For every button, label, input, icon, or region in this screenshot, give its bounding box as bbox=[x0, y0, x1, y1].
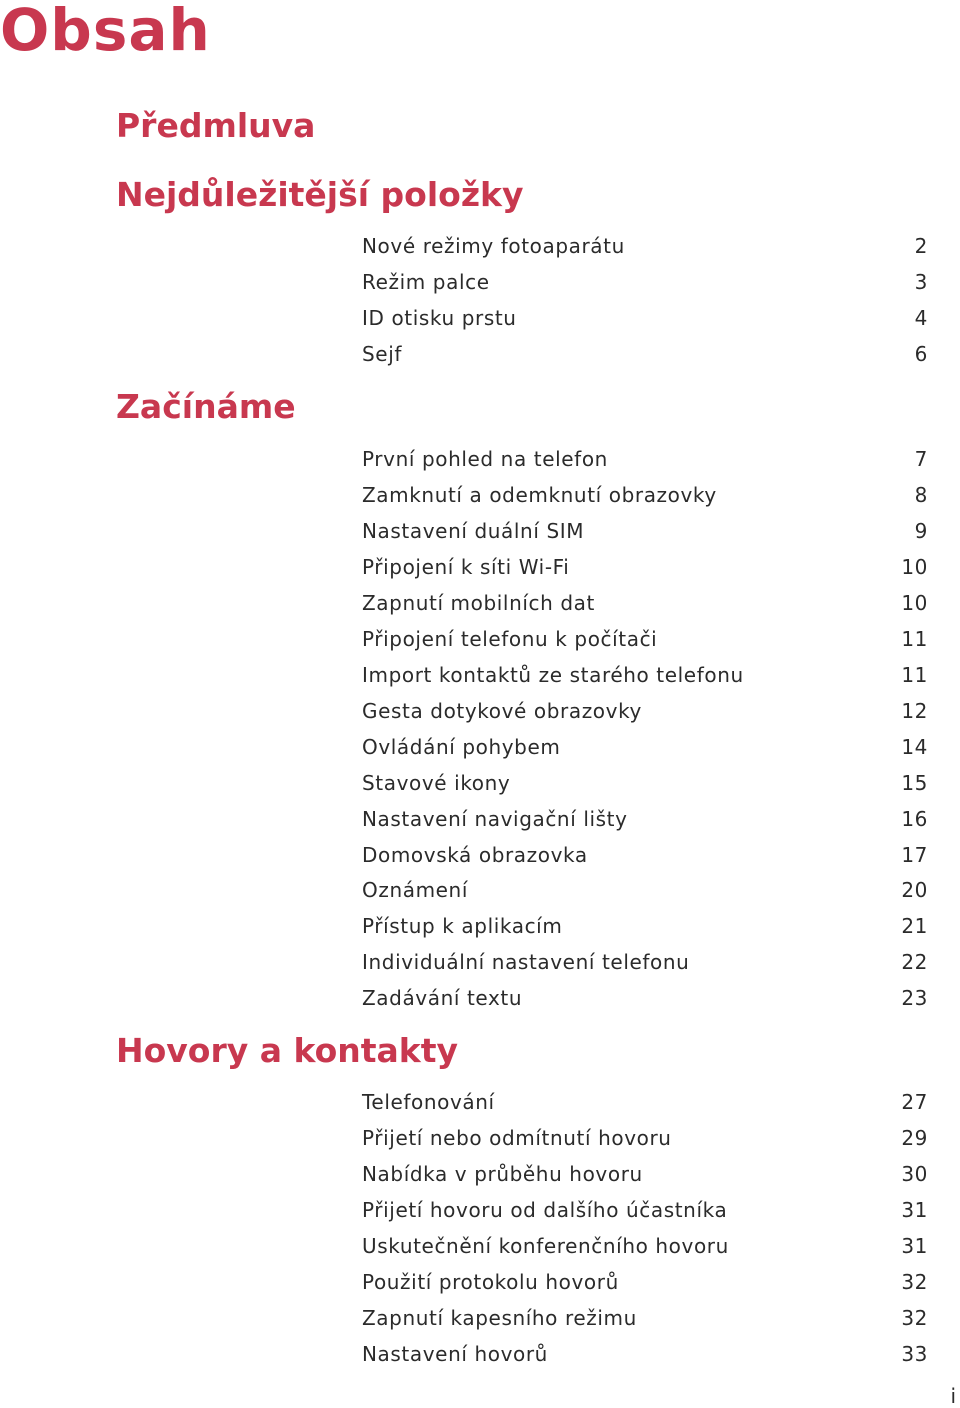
toc-entry-title: Přijetí hovoru od dalšího účastníka bbox=[362, 1198, 728, 1222]
toc-entry-title: Zadávání textu bbox=[362, 986, 523, 1010]
toc-entry[interactable] bbox=[362, 1228, 928, 1264]
toc-entry-title: Ovládání pohybem bbox=[362, 735, 561, 759]
toc-entry-title: Uskutečnění konferenčního hovoru bbox=[362, 1234, 729, 1258]
toc-entry-page: 4 bbox=[914, 306, 928, 330]
section-heading-hovory-a-kontakty[interactable]: Hovory a kontakty bbox=[116, 1031, 459, 1070]
toc-entry-title: Nastavení hovorů bbox=[362, 1342, 548, 1366]
toc-entry-page: 20 bbox=[901, 878, 928, 902]
page-title: Obsah bbox=[0, 0, 211, 64]
toc-entry-page: 31 bbox=[901, 1198, 928, 1222]
toc-entry-title: ID otisku prstu bbox=[362, 306, 517, 330]
toc-entry[interactable] bbox=[362, 872, 928, 908]
toc-entry-title: Zapnutí mobilních dat bbox=[362, 591, 595, 615]
toc-entry[interactable] bbox=[362, 585, 928, 621]
toc-entry-page: 2 bbox=[914, 234, 928, 258]
toc-entry-title: Režim palce bbox=[362, 270, 490, 294]
toc-entry-title: Import kontaktů ze starého telefonu bbox=[362, 663, 744, 687]
toc-entry-title: Individuální nastavení telefonu bbox=[362, 950, 690, 974]
toc-entry-page: 9 bbox=[914, 519, 928, 543]
section-heading-nejdulezitejsi-polozky[interactable]: Nejdůležitější položky bbox=[116, 175, 524, 214]
toc-entry-page: 11 bbox=[901, 627, 928, 651]
toc-entry-title: Nastavení navigační lišty bbox=[362, 807, 628, 831]
toc-entry-page: 23 bbox=[901, 986, 928, 1010]
toc-entry-title: Nabídka v průběhu hovoru bbox=[362, 1162, 643, 1186]
toc-entry[interactable] bbox=[362, 1192, 928, 1228]
toc-entry-page: 32 bbox=[901, 1270, 928, 1294]
toc-entry-page: 8 bbox=[914, 483, 928, 507]
toc-entry[interactable] bbox=[362, 1264, 928, 1300]
toc-entry-page: 31 bbox=[901, 1234, 928, 1258]
toc-entry[interactable] bbox=[362, 693, 928, 729]
toc-entry-page: 12 bbox=[901, 699, 928, 723]
toc-entry-page: 22 bbox=[901, 950, 928, 974]
toc-entry[interactable] bbox=[362, 1084, 928, 1120]
toc-entry[interactable] bbox=[362, 621, 928, 657]
toc-entry[interactable] bbox=[362, 441, 928, 477]
toc-entry-title: Připojení telefonu k počítači bbox=[362, 627, 658, 651]
toc-entry[interactable] bbox=[362, 300, 928, 336]
toc-entry-title: Stavové ikony bbox=[362, 771, 511, 795]
toc-entry[interactable] bbox=[362, 549, 928, 585]
toc-entry-page: 10 bbox=[901, 555, 928, 579]
toc-entry[interactable] bbox=[362, 765, 928, 801]
section-heading-predmluva[interactable]: Předmluva bbox=[116, 106, 316, 145]
toc-entry-title: Připojení k síti Wi-Fi bbox=[362, 555, 570, 579]
toc-entry-page: 3 bbox=[914, 270, 928, 294]
toc-entry-title: Zapnutí kapesního režimu bbox=[362, 1306, 637, 1330]
toc-entry-title: Oznámení bbox=[362, 878, 468, 902]
toc-entry-title: Zamknutí a odemknutí obrazovky bbox=[362, 483, 717, 507]
toc-entry[interactable] bbox=[362, 980, 928, 1016]
toc-entry[interactable] bbox=[362, 944, 928, 980]
toc-entry-title: Nové režimy fotoaparátu bbox=[362, 234, 625, 258]
toc-entry[interactable] bbox=[362, 801, 928, 837]
toc-entry-title: Gesta dotykové obrazovky bbox=[362, 699, 642, 723]
toc-entry-page: 10 bbox=[901, 591, 928, 615]
toc-entry[interactable] bbox=[362, 1120, 928, 1156]
toc-entry-page: 11 bbox=[901, 663, 928, 687]
toc-entry-title: Přijetí nebo odmítnutí hovoru bbox=[362, 1126, 672, 1150]
toc-entry-title: Nastavení duální SIM bbox=[362, 519, 585, 543]
toc-entry[interactable] bbox=[362, 477, 928, 513]
toc-entry-title: Sejf bbox=[362, 342, 402, 366]
toc-entry-page: 30 bbox=[901, 1162, 928, 1186]
toc-entry-page: 7 bbox=[914, 447, 928, 471]
page-number: i bbox=[950, 1384, 956, 1408]
toc-entry-title: Přístup k aplikacím bbox=[362, 914, 563, 938]
toc-entry[interactable] bbox=[362, 336, 928, 372]
toc-entry-page: 17 bbox=[901, 843, 928, 867]
section-heading-zaciname[interactable]: Začínáme bbox=[116, 387, 296, 426]
toc-entry[interactable] bbox=[362, 837, 928, 873]
toc-entry[interactable] bbox=[362, 1300, 928, 1336]
toc-entry-title: Domovská obrazovka bbox=[362, 843, 588, 867]
toc-entry-title: Telefonování bbox=[362, 1090, 495, 1114]
toc-entry[interactable] bbox=[362, 228, 928, 264]
toc-entry[interactable] bbox=[362, 908, 928, 944]
toc-entry-page: 16 bbox=[901, 807, 928, 831]
toc-entry[interactable] bbox=[362, 729, 928, 765]
toc-entry-page: 33 bbox=[901, 1342, 928, 1366]
toc-entry-page: 6 bbox=[914, 342, 928, 366]
toc-entry-title: První pohled na telefon bbox=[362, 447, 608, 471]
toc-entry-page: 27 bbox=[901, 1090, 928, 1114]
toc-entry[interactable] bbox=[362, 1336, 928, 1372]
toc-entry-page: 29 bbox=[901, 1126, 928, 1150]
toc-entry[interactable] bbox=[362, 657, 928, 693]
toc-entry[interactable] bbox=[362, 264, 928, 300]
toc-entry-page: 21 bbox=[901, 914, 928, 938]
toc-entry[interactable] bbox=[362, 513, 928, 549]
toc-entry-page: 15 bbox=[901, 771, 928, 795]
toc-entry-page: 14 bbox=[901, 735, 928, 759]
toc-entry-page: 32 bbox=[901, 1306, 928, 1330]
toc-entry[interactable] bbox=[362, 1156, 928, 1192]
toc-entry-title: Použití protokolu hovorů bbox=[362, 1270, 619, 1294]
